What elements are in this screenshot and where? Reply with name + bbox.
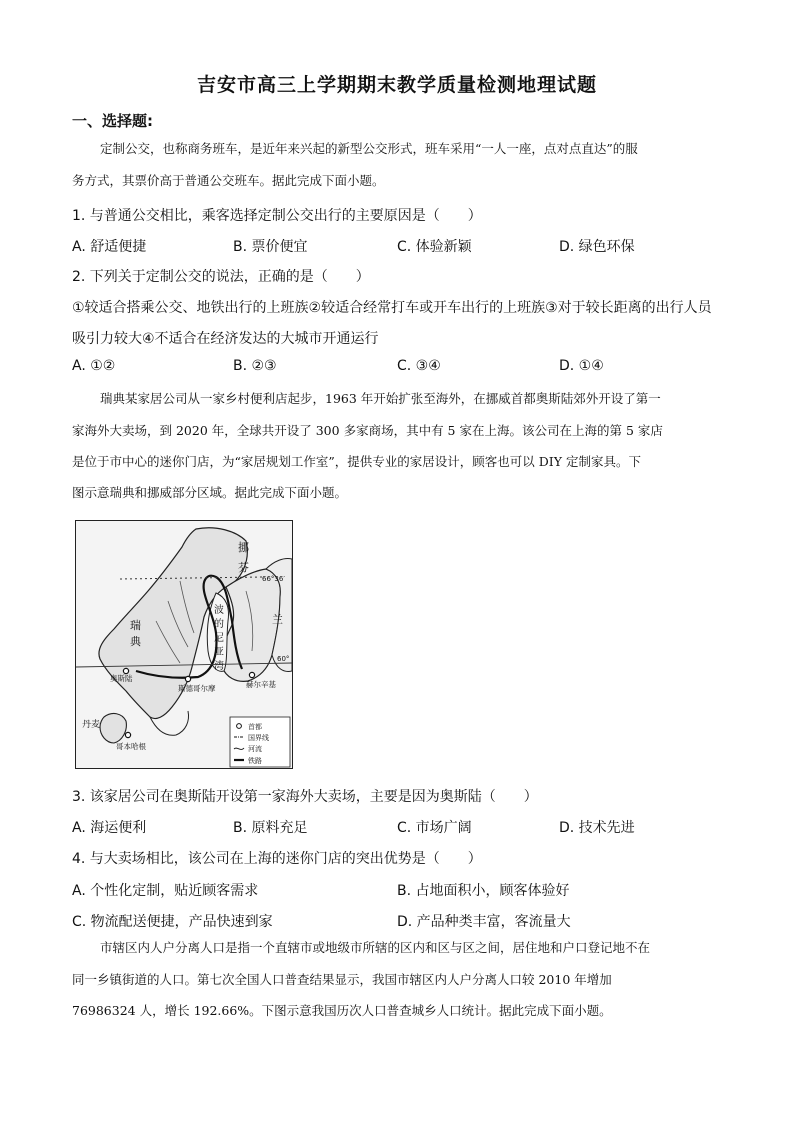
q3-stem: 3. 该家居公司在奥斯陆开设第一家海外大卖场，主要是因为奥斯陆（ ） (72, 789, 538, 805)
map-legend (230, 717, 290, 767)
label-gulf-3: 尼 (214, 633, 224, 644)
label-sweden-1: 瑞 (130, 619, 141, 632)
q1-option-b: B. 票价便宜 (233, 239, 308, 255)
q4-option-c: C. 物流配送便捷，产品快速到家 (72, 914, 273, 930)
label-oslo: 奥斯陆 (110, 674, 133, 683)
q1-option-d: D. 绿色环保 (559, 239, 635, 255)
stockholm-marker (185, 676, 190, 681)
label-gulf-5: 湾 (214, 661, 224, 672)
label-lat60: 60° (277, 655, 290, 663)
q1-option-c: C. 体验新颖 (397, 239, 472, 255)
q4-stem: 4. 与大卖场相比，该公司在上海的迷你门店的突出优势是（ ） (72, 851, 482, 867)
label-helsinki: 赫尔辛基 (246, 680, 276, 689)
label-denmark: 丹麦 (82, 720, 101, 730)
q1-option-a: A. 舒适便捷 (72, 239, 147, 255)
q2-option-b: B. ②③ (233, 358, 277, 374)
q2-option-d: D. ①④ (559, 358, 604, 374)
q3-option-c: C. 市场广阔 (397, 820, 472, 836)
q2-option-a: A. ①② (72, 358, 116, 374)
label-stockholm: 斯德哥尔摩 (178, 684, 216, 693)
legend-capital: 首都 (248, 723, 262, 731)
scandinavia-map (75, 520, 293, 769)
label-sweden-2: 典 (130, 635, 141, 648)
oslo-marker (123, 668, 128, 673)
label-norway: 挪 (238, 541, 249, 554)
passage1-line1: 定制公交，也称商务班车，是近年来兴起的新型公交形式，班车采用“一人一座，点对点直达”的服 (100, 141, 638, 156)
q4-option-b: B. 占地面积小，顾客体验好 (397, 883, 570, 899)
label-arctic: 66°36′ (262, 575, 285, 583)
page-title: 吉安市高三上学期期末教学质量检测地理试题 (196, 74, 597, 96)
legend-border: 国界线 (248, 734, 269, 742)
passage3-line3: 76986324 人，增长 192.66%。下图示意我国历次人口普查城乡人口统计。据此完成下面小题。 (72, 1003, 612, 1018)
passage3-line2: 同一乡镇街道的人口。第七次全国人口普查结果显示，我国市辖区内人户分离人口较 2010 年增加 (72, 972, 612, 987)
q3-option-d: D. 技术先进 (559, 820, 635, 836)
q1-stem: 1. 与普通公交相比，乘客选择定制公交出行的主要原因是（ ） (72, 208, 482, 224)
q3-option-b: B. 原料充足 (233, 820, 308, 836)
q2-line3: 吸引力较大④不适合在经济发达的大城市开通运行 (72, 331, 379, 347)
passage2-line1: 瑞典某家居公司从一家乡村便利店起步，1963 年开始扩张至海外，在挪威首都奥斯陆郊外开设了第一 (100, 391, 661, 406)
passage3-line1: 市辖区内人户分离人口是指一个直辖市或地级市所辖的区内和区与区之间，居住地和户口登记地不在 (100, 940, 651, 955)
q2-option-c: C. ③④ (397, 358, 441, 374)
section-heading: 一、选择题: (72, 112, 153, 130)
passage1-line2: 务方式，其票价高于普通公交班车。据此完成下面小题。 (72, 173, 385, 188)
passage2-line3: 是位于市中心的迷你门店，为“家居规划工作室”，提供专业的家居设计，顾客也可以 DIY 定制家具。下 (72, 454, 641, 469)
label-copenhagen: 哥本哈根 (116, 742, 146, 751)
passage2-line4: 图示意瑞典和挪威部分区域。据此完成下面小题。 (72, 485, 348, 500)
q3-option-a: A. 海运便利 (72, 820, 147, 836)
label-russia: 兰 (272, 613, 283, 626)
legend-railway: 铁路 (248, 757, 262, 765)
q4-option-d: D. 产品种类丰富，客流量大 (397, 914, 571, 930)
label-gulf-2: 的 (214, 619, 224, 630)
label-finland: 芬 (238, 561, 249, 574)
passage2-line2: 家海外大卖场，到 2020 年，全球共开设了 300 多家商场，其中有 5 家在上海。该公司在上海的第 5 家店 (72, 423, 663, 438)
label-gulf-1: 波 (214, 605, 224, 616)
label-gulf-4: 亚 (214, 647, 224, 658)
helsinki-marker (249, 672, 254, 677)
q2-stem: 2. 下列关于定制公交的说法，正确的是（ ） (72, 269, 370, 285)
q2-line2: ①较适合搭乘公交、地铁出行的上班族②较适合经常打车或开车出行的上班族③对于较长距离的出行人员 (72, 300, 712, 316)
legend-river: 河流 (248, 745, 262, 753)
copenhagen-marker (125, 732, 130, 737)
q4-option-a: A. 个性化定制，贴近顾客需求 (72, 883, 259, 899)
